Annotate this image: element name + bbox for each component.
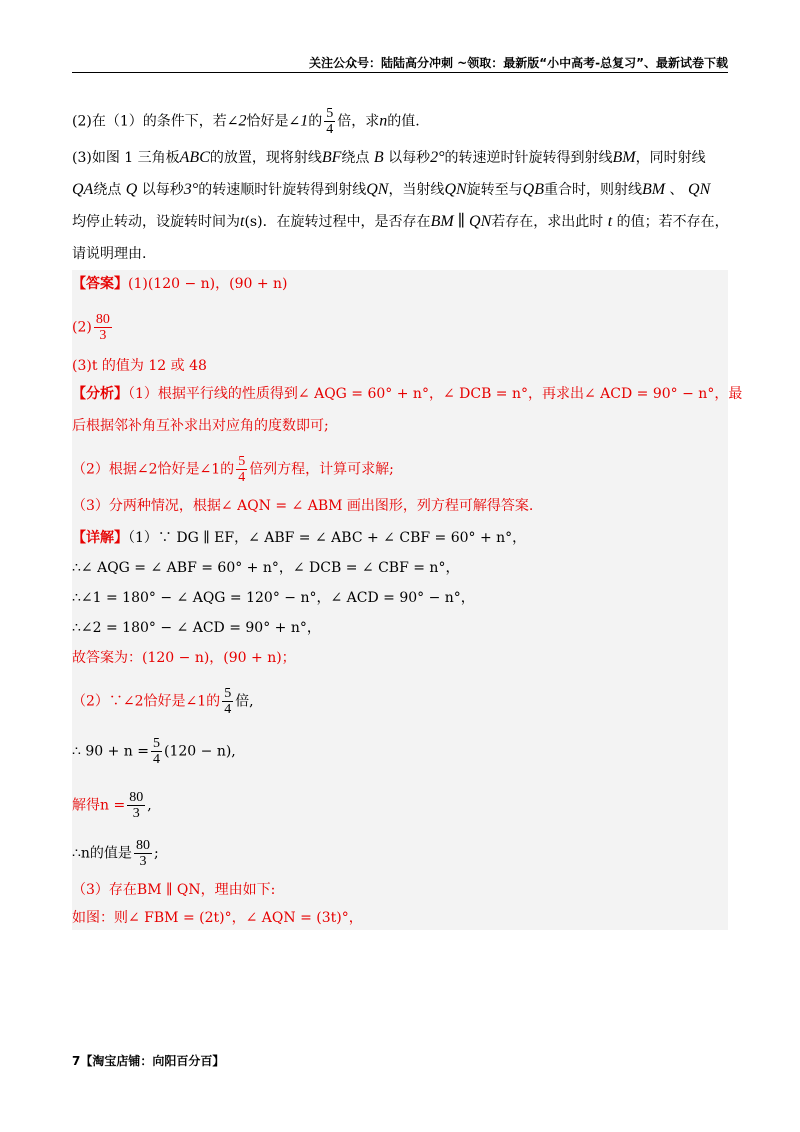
fraction: $\frac{80}{3}$ [95, 312, 110, 343]
detail-line-6: （2）∵∠2恰好是∠1的 $\frac{5}{4}$ 倍, [72, 686, 254, 717]
page-footer: 7【淘宝店铺：向阳百分百】 [72, 1054, 225, 1068]
fraction: $\frac{5}{4}$ [153, 736, 160, 767]
fraction: $\frac{80}{3}$ [135, 838, 150, 869]
header-rule [72, 72, 728, 73]
detail-line-7: ∴ 90 + n = $\frac{5}{4}$ (120 − n), [72, 736, 236, 767]
analysis-line-3: （2）根据∠2恰好是∠1的 $\frac{5}{4}$ 倍列方程，计算可求解; [72, 454, 394, 485]
detail-line-10: （3）存在BM ∥ QN，理由如下: [72, 882, 276, 898]
analysis-line-4: （3）分两种情况，根据∠ AQN = ∠ ABM 画出图形，列方程可解得答案. [72, 498, 534, 514]
fraction: $\frac{5}{4}$ [224, 686, 232, 717]
detail-line-2: ∴∠ AQG = ∠ ABF = 60° + n°，∠ DCB = ∠ CBF = n°， [72, 560, 460, 576]
answer-line-3: (3)t 的值为 12 或 48 [72, 358, 207, 374]
detail-line-11: 如图：则∠ FBM = (2t)°，∠ AQN = (3t)°， [72, 910, 363, 926]
detail-line-9: ∴n的值是 $\frac{80}{3}$ ; [72, 838, 159, 869]
question-3-line-4: 请说明理由. [72, 246, 147, 262]
question-2: (2)在（1）的条件下，若∠2恰好是∠1的 $\frac{5}{4}$ 倍，求n的值. [72, 106, 420, 137]
analysis-line-1: 【分析】（1）根据平行线的性质得到∠ AQG = 60° + n°，∠ DCB = n°，再求出∠ ACD = 90° − n°，最 [72, 386, 743, 402]
detail-line-3: ∴∠1 = 180° − ∠ AQG = 120° − n°，∠ ACD = 90° − n°， [72, 590, 475, 606]
fraction: $\frac{80}{3}$ [129, 790, 144, 821]
answer-line-2: (2) $\frac{80}{3}$ [72, 312, 110, 343]
question-3-line-3: 均停止转动，设旋转时间为t(s)．在旋转过程中，是否存在BM ∥ QN若存在，求出此时 t 的值；若不存在， [72, 213, 729, 230]
question-3-line-1: (3)如图 1 三角板ABC的放置，现将射线BF绕点 B 以每秒2°的转速逆时针旋转得到射线BM，同时射线 [72, 149, 706, 166]
detail-line-4: ∴∠2 = 180° − ∠ ACD = 90° + n°， [72, 620, 321, 636]
detail-line-5: 故答案为：(120 − n)，(90 + n)； [72, 650, 296, 666]
question-3-line-2: QA绕点 Q 以每秒3°的转速顺时针旋转得到射线QN，当射线QN旋转至与QB重合时，则射线BM 、 QN [72, 181, 711, 198]
answer-line-1: 【答案】(1)(120 − n)，(90 + n) [72, 276, 288, 292]
detail-line-8: 解得n = $\frac{80}{3}$ , [72, 790, 152, 821]
analysis-line-2: 后根据邻补角互补求出对应角的度数即可; [72, 418, 329, 434]
page-header: 关注公众号：陆陆高分冲刺 ~领取：最新版“小中高考-总复习”、最新试卷下载 [309, 56, 728, 70]
detail-line-1: 【详解】（1）∵ DG ∥ EF，∠ ABF = ∠ ABC + ∠ CBF = 60° + n°， [72, 530, 527, 546]
fraction: $\frac{5}{4}$ [238, 454, 246, 485]
fraction: $\frac{5}{4}$ [326, 106, 334, 137]
